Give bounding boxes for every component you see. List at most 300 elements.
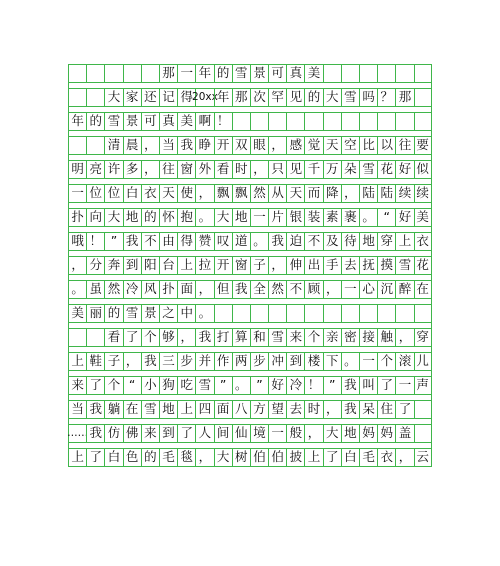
grid-cell: ， [268, 257, 286, 274]
grid-cell [250, 113, 268, 130]
grid-cell [286, 113, 304, 130]
grid-cell: 伯 [250, 449, 268, 466]
grid-cell: 伯 [268, 449, 286, 466]
grid-cell: 家 [123, 89, 141, 106]
grid-cell: 地 [159, 401, 177, 418]
grid-cell: ！ [304, 377, 322, 394]
grid-cell: 滚 [395, 353, 413, 370]
row-gap [68, 155, 432, 160]
grid-cell: 丽 [86, 305, 104, 322]
row-gap [68, 227, 432, 232]
grid-cell: 不 [304, 233, 322, 250]
grid-cell: 到 [286, 353, 304, 370]
grid-cell: 一 [395, 377, 413, 394]
grid-cell: 个 [141, 329, 159, 346]
grid-cell: 我 [86, 425, 104, 442]
grid-cell: 晨 [123, 137, 141, 154]
grid-cell: 景 [141, 305, 159, 322]
grid-cell: 天 [323, 137, 341, 154]
grid-cell: 眼 [250, 137, 268, 154]
grid-cell: 降 [323, 185, 341, 202]
grid-cell [359, 113, 377, 130]
grid-cell: 明 [68, 161, 86, 178]
grid-cell: 多 [123, 161, 141, 178]
grid-cell: 位 [104, 185, 122, 202]
grid-cell: ！ [86, 233, 104, 250]
grid-cell: 亮 [86, 161, 104, 178]
grid-cell: 方 [250, 401, 268, 418]
grid-cell: 我 [268, 233, 286, 250]
grid-cell: 望 [268, 401, 286, 418]
grid-cell [414, 113, 432, 130]
grid-cell: 得 [177, 233, 195, 250]
row-gap [68, 371, 432, 376]
grid-cell: 来 [68, 377, 86, 394]
grid-cell: ？ [377, 89, 395, 106]
grid-cell: 上 [177, 401, 195, 418]
line-15 [68, 424, 432, 443]
grid-cell: 树 [232, 449, 250, 466]
grid-cell: 好 [268, 377, 286, 394]
grid-cell: 触 [377, 329, 395, 346]
row-gap [68, 251, 432, 256]
grid-cell [377, 305, 395, 322]
grid-cell: 美 [414, 209, 432, 226]
grid-cell: ， [123, 353, 141, 370]
grid-cell: 衣 [377, 449, 395, 466]
grid-cell: 可 [268, 65, 286, 82]
grid-cell: 美 [68, 305, 86, 322]
grid-cell: 和 [250, 329, 268, 346]
grid-cell: 向 [86, 209, 104, 226]
grid-cell: 的 [86, 113, 104, 130]
grid-cell: 子 [250, 257, 268, 274]
grid-cell: ， [177, 329, 195, 346]
grid-cell: 仙 [232, 425, 250, 442]
grid-cell: 衣 [141, 185, 159, 202]
grid-cell: 一 [268, 425, 286, 442]
grid-cell [268, 305, 286, 322]
grid-cell: 美 [304, 65, 322, 82]
grid-cell: 天 [159, 185, 177, 202]
grid-cell: 待 [341, 233, 359, 250]
grid-cell: 出 [304, 257, 322, 274]
grid-cell: 迫 [286, 233, 304, 250]
grid-cell: 住 [377, 401, 395, 418]
grid-cell: 算 [232, 329, 250, 346]
grid-cell: 顾 [304, 281, 322, 298]
grid-cell: 躺 [104, 401, 122, 418]
grid-cell: 八 [232, 401, 250, 418]
grid-cell [323, 113, 341, 130]
grid-cell: 那 [232, 89, 250, 106]
grid-cell: 冷 [286, 377, 304, 394]
grid-cell: 雪 [268, 329, 286, 346]
grid-cell: ！ [214, 113, 232, 130]
grid-cell: ” [104, 233, 122, 250]
grid-cell: 拉 [195, 257, 213, 274]
line-5 [68, 184, 432, 203]
grid-cell: 了 [123, 329, 141, 346]
grid-cell: 开 [214, 137, 232, 154]
grid-cell: 要 [414, 137, 432, 154]
line-6 [68, 208, 432, 227]
grid-cell: 。 [341, 353, 359, 370]
grid-cell: 伸 [286, 257, 304, 274]
grid-cell: 的 [141, 449, 159, 466]
grid-cell: 的 [104, 305, 122, 322]
grid-cell: 楼 [304, 353, 322, 370]
grid-cell: 来 [286, 329, 304, 346]
grid-cell [232, 113, 250, 130]
grid-cell: ， [141, 137, 159, 154]
grid-cell: 风 [141, 281, 159, 298]
grid-cell: 然 [104, 281, 122, 298]
grid-cell [250, 305, 268, 322]
row-gap [68, 107, 432, 112]
grid-cell: 大 [323, 89, 341, 106]
grid-cell: 仿 [104, 425, 122, 442]
grid-cell [68, 65, 86, 82]
grid-cell: 。 [232, 377, 250, 394]
grid-cell: 双 [232, 137, 250, 154]
grid-cell: 了 [86, 449, 104, 466]
grid-cell [86, 329, 104, 346]
grid-cell: 清 [104, 137, 122, 154]
row-gap [68, 83, 432, 88]
grid-cell: 。 [195, 305, 213, 322]
grid-cell: 下 [323, 353, 341, 370]
grid-cell: 裹 [341, 209, 359, 226]
grid-cell [86, 137, 104, 154]
grid-cell: 面 [177, 281, 195, 298]
grid-cell: 不 [141, 233, 159, 250]
grid-cell: 年 [214, 89, 232, 106]
row-gap [68, 347, 432, 352]
row-gap [68, 131, 432, 136]
grid-cell [304, 305, 322, 322]
grid-cell: 云 [414, 449, 432, 466]
grid-cell: 抱 [177, 209, 195, 226]
grid-cell [414, 425, 432, 442]
grid-cell: 真 [286, 65, 304, 82]
grid-cell: 去 [341, 257, 359, 274]
grid-cell: 妈 [359, 425, 377, 442]
grid-cell: 个 [377, 353, 395, 370]
grid-cell: 朵 [341, 161, 359, 178]
grid-cell: 了 [323, 449, 341, 466]
grid-cell: ， [250, 161, 268, 178]
grid-cell [414, 89, 432, 106]
grid-cell: 那 [395, 89, 413, 106]
grid-cell [268, 113, 286, 130]
grid-cell: 年 [68, 113, 86, 130]
grid-cell: 罕 [268, 89, 286, 106]
grid-cell: 不 [286, 281, 304, 298]
grid-cell: 心 [359, 281, 377, 298]
grid-cell: 陆 [359, 185, 377, 202]
grid-cell: 得 [177, 89, 195, 106]
grid-cell [395, 113, 413, 130]
grid-cell: ， [341, 185, 359, 202]
grid-cell [377, 65, 395, 82]
grid-cell: 道 [232, 233, 250, 250]
grid-cell: 密 [341, 329, 359, 346]
grid-cell: 飘 [214, 185, 232, 202]
grid-cell: 啊 [195, 113, 213, 130]
grid-cell: 雪 [359, 161, 377, 178]
grid-cell: 鞋 [86, 353, 104, 370]
grid-cell: 一 [341, 281, 359, 298]
grid-cell: …… [68, 425, 86, 442]
grid-cell: 披 [286, 449, 304, 466]
row-gap [68, 299, 432, 304]
grid-cell [68, 329, 86, 346]
grid-cell: 好 [395, 161, 413, 178]
grid-cell: 外 [195, 161, 213, 178]
grid-cell: 花 [377, 161, 395, 178]
grid-cell: 觉 [304, 137, 322, 154]
grid-cell: 开 [214, 257, 232, 274]
grid-cell: 位 [86, 185, 104, 202]
grid-cell: 大 [104, 89, 122, 106]
grid-cell [141, 65, 159, 82]
grid-cell: 赞 [195, 233, 213, 250]
grid-cell: 上 [304, 449, 322, 466]
grid-cell: 白 [123, 185, 141, 202]
grid-cell: 飘 [232, 185, 250, 202]
grid-cell: ， [195, 185, 213, 202]
grid-cell [359, 65, 377, 82]
grid-cell [323, 305, 341, 322]
grid-cell [68, 137, 86, 154]
grid-cell: 怀 [159, 209, 177, 226]
grid-cell: ， [268, 137, 286, 154]
grid-cell: ， [395, 329, 413, 346]
line-8 [68, 256, 432, 275]
grid-cell: 往 [395, 137, 413, 154]
grid-cell [377, 113, 395, 130]
grid-cell: 地 [232, 209, 250, 226]
grid-cell [341, 65, 359, 82]
grid-cell: 地 [359, 233, 377, 250]
grid-cell: 上 [177, 257, 195, 274]
grid-cell: 穿 [414, 329, 432, 346]
grid-cell: ， [68, 257, 86, 274]
grid-cell: 呆 [359, 401, 377, 418]
grid-cell: 境 [250, 425, 268, 442]
grid-cell: 千 [304, 161, 322, 178]
grid-cell: ， [141, 161, 159, 178]
grid-cell: 我 [86, 401, 104, 418]
grid-cell: 。 [68, 281, 86, 298]
grid-cell: 我 [195, 329, 213, 346]
grid-cell: ， [195, 281, 213, 298]
grid-cell: 由 [159, 233, 177, 250]
grid-cell: 够 [159, 329, 177, 346]
grid-cell: 四 [195, 401, 213, 418]
grid-cell: 美 [177, 113, 195, 130]
grid-cell: 还 [141, 89, 159, 106]
grid-cell: 睁 [195, 137, 213, 154]
grid-cell [232, 305, 250, 322]
grid-cell [214, 305, 232, 322]
grid-cell: 。 [195, 209, 213, 226]
grid-cell: 往 [159, 161, 177, 178]
grid-cell: 的 [304, 89, 322, 106]
line-2 [68, 112, 432, 131]
grid-cell: 阳 [141, 257, 159, 274]
grid-cell: 步 [177, 353, 195, 370]
grid-cell: 素 [323, 209, 341, 226]
grid-cell: 扑 [68, 209, 86, 226]
grid-cell: 然 [250, 185, 268, 202]
grid-cell: 台 [159, 257, 177, 274]
grid-cell [123, 65, 141, 82]
grid-cell: 作 [214, 353, 232, 370]
grid-cell: 哦 [68, 233, 86, 250]
line-9 [68, 280, 432, 299]
line-3 [68, 136, 432, 155]
grid-cell: 一 [359, 353, 377, 370]
grid-cell: 但 [214, 281, 232, 298]
grid-cell: 奔 [104, 257, 122, 274]
row-gap [68, 443, 432, 448]
grid-cell: ， [323, 401, 341, 418]
grid-cell: 上 [68, 449, 86, 466]
grid-cell: ” [214, 377, 232, 394]
grid-cell: “ [377, 209, 395, 226]
grid-cell: 般 [286, 425, 304, 442]
grid-cell: 看 [104, 329, 122, 346]
grid-cell: 以 [377, 137, 395, 154]
grid-cell: 大 [214, 449, 232, 466]
grid-cell [395, 65, 413, 82]
grid-cell: 雪 [104, 113, 122, 130]
grid-cell: 花 [414, 257, 432, 274]
grid-cell: 20xx [195, 89, 213, 106]
line-12 [68, 352, 432, 371]
grid-cell [86, 89, 104, 106]
grid-cell: 看 [214, 161, 232, 178]
grid-cell: 万 [323, 161, 341, 178]
line-14 [68, 400, 432, 419]
grid-cell: 天 [286, 185, 304, 202]
grid-cell: 雪 [123, 305, 141, 322]
grid-cell: 片 [268, 209, 286, 226]
grid-cell: 间 [214, 425, 232, 442]
grid-cell: 声 [414, 377, 432, 394]
grid-cell: 的 [214, 65, 232, 82]
grid-cell: 比 [359, 137, 377, 154]
grid-cell: 亲 [323, 329, 341, 346]
grid-cell: 吃 [177, 377, 195, 394]
grid-cell: 去 [286, 401, 304, 418]
grid-cell: 真 [159, 113, 177, 130]
grid-cell: 毛 [359, 449, 377, 466]
grid-cell: 当 [68, 401, 86, 418]
grid-cell: 一 [177, 65, 195, 82]
grid-cell: 地 [341, 425, 359, 442]
grid-cell: 雪 [395, 257, 413, 274]
grid-cell: 叫 [359, 377, 377, 394]
grid-cell [104, 65, 122, 82]
grid-cell [86, 65, 104, 82]
grid-cell: “ [123, 377, 141, 394]
grid-cell: 时 [232, 161, 250, 178]
line-1 [68, 88, 432, 107]
grid-cell: ， [304, 425, 322, 442]
grid-cell: 了 [395, 401, 413, 418]
grid-cell: 一 [68, 185, 86, 202]
grid-cell: 儿 [414, 353, 432, 370]
grid-cell: 的 [141, 209, 159, 226]
grid-cell: 一 [250, 209, 268, 226]
grid-cell: 次 [250, 89, 268, 106]
grid-cell: 子 [104, 353, 122, 370]
grid-cell: 虽 [86, 281, 104, 298]
grid-cell: 毛 [159, 449, 177, 466]
grid-cell [414, 65, 432, 82]
row-gap [68, 419, 432, 424]
grid-cell: 冷 [123, 281, 141, 298]
grid-cell: ” [250, 377, 268, 394]
grid-cell: 全 [250, 281, 268, 298]
grid-cell: 穿 [377, 233, 395, 250]
grid-cell [395, 305, 413, 322]
grid-cell: 景 [250, 65, 268, 82]
grid-cell: 醉 [395, 281, 413, 298]
grid-cell: 似 [414, 161, 432, 178]
grid-cell: 及 [323, 233, 341, 250]
grid-cell: 地 [123, 209, 141, 226]
line-13 [68, 376, 432, 395]
grid-cell: 那 [159, 65, 177, 82]
grid-cell: 续 [395, 185, 413, 202]
grid-cell: 在 [123, 401, 141, 418]
manuscript-grid [68, 64, 432, 566]
grid-cell [68, 89, 86, 106]
grid-cell: 续 [414, 185, 432, 202]
grid-cell: 白 [104, 449, 122, 466]
grid-cell: 见 [286, 161, 304, 178]
grid-cell: 我 [177, 137, 195, 154]
grid-cell: 而 [304, 185, 322, 202]
grid-cell [414, 401, 432, 418]
grid-cell: 银 [286, 209, 304, 226]
grid-cell: 窗 [177, 161, 195, 178]
grid-cell: 到 [159, 425, 177, 442]
grid-cell: 当 [159, 137, 177, 154]
grid-cell: 两 [232, 353, 250, 370]
grid-cell: 然 [268, 281, 286, 298]
grid-cell: 我 [232, 281, 250, 298]
grid-cell: 大 [104, 209, 122, 226]
grid-cell [341, 113, 359, 130]
grid-cell: 好 [395, 209, 413, 226]
row-gap [68, 203, 432, 208]
grid-cell: 面 [214, 401, 232, 418]
line-11 [68, 328, 432, 347]
grid-cell: 妈 [377, 425, 395, 442]
grid-cell: 白 [341, 449, 359, 466]
grid-cell: 窗 [232, 257, 250, 274]
grid-cell: 可 [141, 113, 159, 130]
grid-cell: 我 [341, 377, 359, 394]
grid-cell: 并 [195, 353, 213, 370]
row-gap [68, 395, 432, 400]
grid-cell: 使 [177, 185, 195, 202]
